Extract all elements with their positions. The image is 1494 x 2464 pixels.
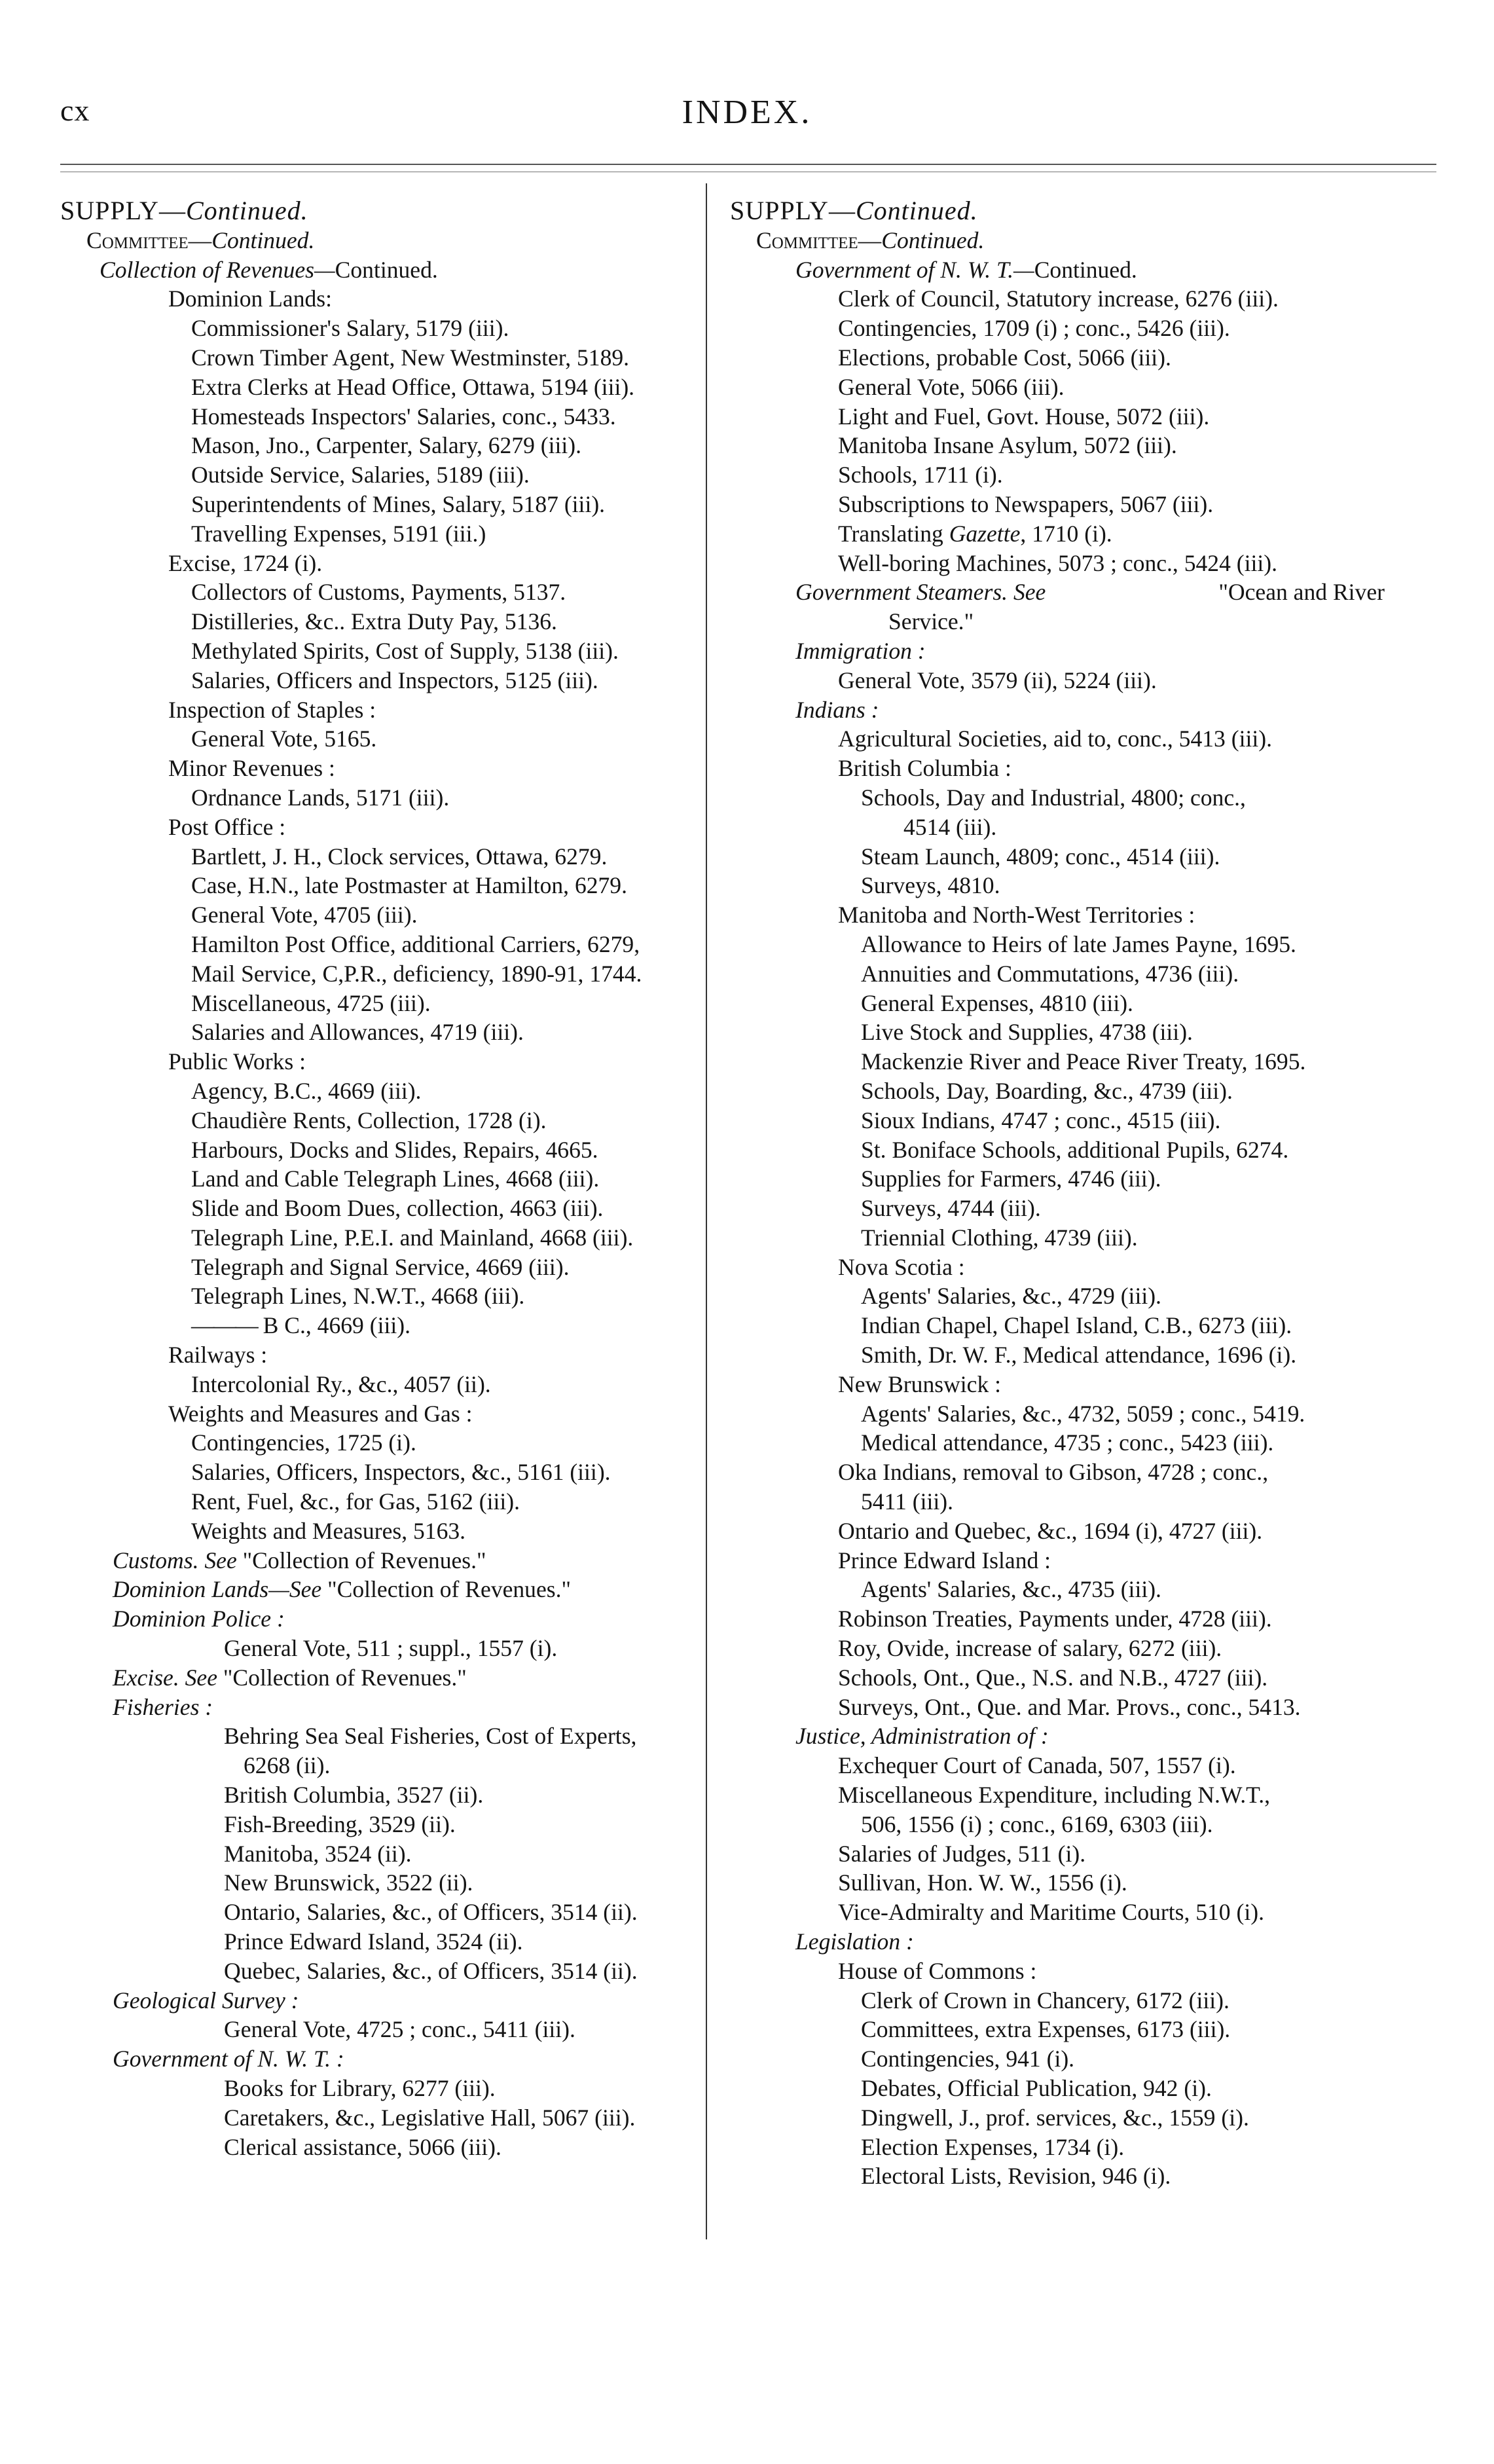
index-entry: General Vote, 4725 ; conc., 5411 (iii).: [224, 2016, 575, 2043]
cross-reference: Dominion Lands—See "Collection of Revenues.": [113, 1576, 572, 1603]
index-entry: Surveys, 4810.: [861, 872, 1000, 899]
group-heading: British Columbia :: [838, 755, 1011, 782]
category-heading: Geological Survey :: [113, 1987, 299, 2013]
category-heading: Justice, Administration of :: [795, 1723, 1049, 1750]
index-entry: Oka Indians, removal to Gibson, 4728 ; conc.,: [838, 1459, 1269, 1486]
group-heading: Dominion Lands:: [168, 285, 333, 312]
index-entry: Dingwell, J., prof. services, &c., 1559 (i).: [861, 2104, 1249, 2131]
index-entry: Harbours, Docks and Slides, Repairs, 4665.: [191, 1136, 598, 1163]
index-entry: Ontario and Quebec, &c., 1694 (i), 4727 (iii).: [838, 1517, 1263, 1544]
index-entry: Schools, Ont., Que., N.S. and N.B., 4727 (iii).: [838, 1664, 1268, 1691]
index-entry: Miscellaneous Expenditure, including N.W.T.,: [838, 1782, 1271, 1809]
index-entry: Salaries and Allowances, 4719 (iii).: [191, 1019, 524, 1046]
index-entry: Collectors of Customs, Payments, 5137.: [191, 579, 566, 606]
index-entry: Contingencies, 1725 (i).: [191, 1429, 416, 1456]
index-entry: Vice-Admiralty and Maritime Courts, 510 (i).: [838, 1899, 1264, 1926]
page-number: cx: [60, 94, 90, 127]
page-title: INDEX.: [682, 94, 812, 131]
index-entry: Caretakers, &c., Legislative Hall, 5067 (iii).: [224, 2104, 636, 2131]
index-entry-continuation: 4514 (iii).: [903, 813, 997, 840]
group-heading: Minor Revenues :: [168, 755, 335, 782]
index-entry: Salaries, Officers and Inspectors, 5125 (iii).: [191, 667, 598, 693]
group-heading: Post Office :: [168, 813, 286, 840]
index-entry: British Columbia, 3527 (ii).: [224, 1782, 484, 1809]
group-heading: Nova Scotia :: [838, 1253, 965, 1280]
index-entry: Chaudière Rents, Collection, 1728 (i).: [191, 1107, 547, 1133]
group-heading: Public Works :: [168, 1048, 306, 1075]
index-entry: Miscellaneous, 4725 (iii).: [191, 989, 431, 1016]
index-entry: Slide and Boom Dues, collection, 4663 (iii).: [191, 1195, 604, 1222]
index-entry: Case, H.N., late Postmaster at Hamilton, 6279.: [191, 872, 627, 899]
index-entry: St. Boniface Schools, additional Pupils, 6274.: [861, 1136, 1289, 1163]
group-heading: New Brunswick :: [838, 1370, 1002, 1397]
index-entry: Debates, Official Publication, 942 (i).: [861, 2075, 1212, 2101]
subsection-heading: Committee—Continued.: [86, 227, 315, 253]
index-entry: Hamilton Post Office, additional Carriers, 6279,: [191, 930, 640, 957]
index-entry: Electoral Lists, Revision, 946 (i).: [861, 2163, 1171, 2190]
index-entry: Clerical assistance, 5066 (iii).: [224, 2133, 501, 2160]
index-entry: Well-boring Machines, 5073 ; conc., 5424 (iii).: [838, 549, 1277, 576]
index-entry: Light and Fuel, Govt. House, 5072 (iii).: [838, 403, 1210, 430]
index-entry: Superintendents of Mines, Salary, 5187 (iii).: [191, 490, 606, 517]
index-entry: Triennial Clothing, 4739 (iii).: [861, 1224, 1138, 1251]
index-entry: Contingencies, 941 (i).: [861, 2046, 1075, 2072]
index-entry-continuation: 506, 1556 (i) ; conc., 6169, 6303 (iii).: [861, 1811, 1213, 1837]
group-heading: House of Commons :: [838, 1957, 1037, 1984]
cross-reference: Government Steamers. See "Ocean and River: [795, 579, 1385, 606]
group-heading: Inspection of Staples :: [168, 696, 376, 723]
index-entry: Supplies for Farmers, 4746 (iii).: [861, 1166, 1161, 1192]
index-entry: Salaries of Judges, 511 (i).: [838, 1840, 1086, 1867]
index-entry: Agency, B.C., 4669 (iii).: [191, 1077, 422, 1104]
group-heading: Railways :: [168, 1342, 268, 1369]
index-entry: Distilleries, &c.. Extra Duty Pay, 5136.: [191, 608, 557, 635]
index-entry: Elections, probable Cost, 5066 (iii).: [838, 344, 1171, 371]
group-heading: Prince Edward Island :: [838, 1547, 1051, 1573]
index-entry: Outside Service, Salaries, 5189 (iii).: [191, 462, 530, 488]
index-entry: Schools, 1711 (i).: [838, 462, 1003, 488]
index-entry: General Vote, 4705 (iii).: [191, 902, 418, 929]
index-entry: General Vote, 3579 (ii), 5224 (iii).: [838, 667, 1157, 693]
index-entry: Agents' Salaries, &c., 4735 (iii).: [861, 1576, 1161, 1603]
index-entry: New Brunswick, 3522 (ii).: [224, 1869, 473, 1896]
index-entry: Committees, extra Expenses, 6173 (iii).: [861, 2016, 1231, 2043]
index-entry: Mail Service, C,P.R., deficiency, 1890-91, 1744.: [191, 960, 642, 987]
index-entry: General Vote, 5066 (iii).: [838, 373, 1065, 400]
index-entry: Prince Edward Island, 3524 (ii).: [224, 1928, 523, 1955]
category-heading: Dominion Police :: [113, 1606, 285, 1632]
group-heading: Excise, 1724 (i).: [168, 549, 323, 576]
index-entry: Telegraph Line, P.E.I. and Mainland, 4668 (iii).: [191, 1224, 634, 1251]
index-entry: ——— B C., 4669 (iii).: [191, 1312, 410, 1339]
section-heading: SUPPLY—Continued.: [730, 196, 978, 225]
index-entry: Quebec, Salaries, &c., of Officers, 3514 (ii).: [224, 1957, 638, 1984]
index-entry-continuation: 6268 (ii).: [244, 1752, 331, 1779]
index-entry: Ordnance Lands, 5171 (iii).: [191, 784, 450, 811]
index-entry: Agricultural Societies, aid to, conc., 5413 (iii).: [838, 726, 1272, 752]
index-entry: Exchequer Court of Canada, 507, 1557 (i).: [838, 1752, 1236, 1779]
index-entry: Roy, Ovide, increase of salary, 6272 (iii).: [838, 1635, 1222, 1662]
index-entry: Sioux Indians, 4747 ; conc., 4515 (iii).: [861, 1107, 1221, 1133]
group-heading: Weights and Measures and Gas :: [168, 1400, 473, 1427]
cross-reference: Customs. See "Collection of Revenues.": [113, 1547, 486, 1573]
subsection-heading: Committee—Continued.: [756, 227, 985, 253]
index-entry: Crown Timber Agent, New Westminster, 5189.: [191, 344, 630, 371]
group-heading: Manitoba and North-West Territories :: [838, 902, 1195, 929]
index-entry: Commissioner's Salary, 5179 (iii).: [191, 315, 509, 342]
index-entry: Steam Launch, 4809; conc., 4514 (iii).: [861, 843, 1220, 870]
index-entry: Manitoba, 3524 (ii).: [224, 1840, 412, 1867]
index-entry: Manitoba Insane Asylum, 5072 (iii).: [838, 432, 1177, 459]
index-entry: Telegraph Lines, N.W.T., 4668 (iii).: [191, 1283, 525, 1310]
index-entry: Mackenzie River and Peace River Treaty, 1695.: [861, 1048, 1306, 1075]
index-entry: Fish-Breeding, 3529 (ii).: [224, 1811, 456, 1837]
index-entry: Schools, Day and Industrial, 4800; conc.,: [861, 784, 1246, 811]
category-heading: Fisheries :: [113, 1693, 213, 1720]
index-entry: Allowance to Heirs of late James Payne, 1695.: [861, 930, 1296, 957]
index-entry: Surveys, Ont., Que. and Mar. Provs., conc., 5413.: [838, 1693, 1301, 1720]
index-entry: Smith, Dr. W. F., Medical attendance, 1696 (i).: [861, 1342, 1297, 1369]
category-heading: Government of N. W. T. :: [113, 2046, 344, 2072]
index-entry: Bartlett, J. H., Clock services, Ottawa, 6279.: [191, 843, 608, 870]
left-column: [60, 196, 702, 2161]
cross-reference-continuation: Service.": [888, 608, 974, 635]
index-entry: Subscriptions to Newspapers, 5067 (iii).: [838, 490, 1214, 517]
index-entry: Schools, Day, Boarding, &c., 4739 (iii).: [861, 1077, 1233, 1104]
index-entry-continuation: 5411 (iii).: [861, 1488, 953, 1515]
index-entry: Robinson Treaties, Payments under, 4728 (iii).: [838, 1606, 1272, 1632]
index-entry: Indian Chapel, Chapel Island, C.B., 6273 (iii).: [861, 1312, 1292, 1339]
index-entry: Mason, Jno., Carpenter, Salary, 6279 (iii).: [191, 432, 582, 459]
ditto-dash: ———: [191, 1312, 257, 1339]
index-entry: Salaries, Officers, Inspectors, &c., 5161 (iii).: [191, 1459, 611, 1486]
index-entry: Sullivan, Hon. W. W., 1556 (i).: [838, 1869, 1127, 1896]
index-entry: Weights and Measures, 5163.: [191, 1517, 466, 1544]
index-entry: Travelling Expenses, 5191 (iii.): [191, 520, 486, 547]
right-column: [730, 196, 1385, 2191]
index-entry: Rent, Fuel, &c., for Gas, 5162 (iii).: [191, 1488, 520, 1515]
index-entry: Clerk of Crown in Chancery, 6172 (iii).: [861, 1987, 1230, 2013]
index-entry: Translating Gazette, 1710 (i).: [838, 520, 1112, 547]
category-heading: Immigration :: [795, 637, 926, 664]
index-entry: General Vote, 5165.: [191, 726, 377, 752]
index-entry: Surveys, 4744 (iii).: [861, 1195, 1041, 1222]
cross-reference: Excise. See "Collection of Revenues.": [113, 1664, 467, 1691]
index-entry: Election Expenses, 1734 (i).: [861, 2133, 1125, 2160]
index-entry: Clerk of Council, Statutory increase, 6276 (iii).: [838, 285, 1279, 312]
category-heading: Indians :: [795, 696, 879, 723]
index-entry: Live Stock and Supplies, 4738 (iii).: [861, 1019, 1193, 1046]
index-entry: Behring Sea Seal Fisheries, Cost of Experts,: [224, 1723, 637, 1750]
index-entry: Agents' Salaries, &c., 4729 (iii).: [861, 1283, 1161, 1310]
index-entry: Contingencies, 1709 (i) ; conc., 5426 (iii).: [838, 315, 1230, 342]
column-divider: [706, 183, 707, 2239]
index-entry: Agents' Salaries, &c., 4732, 5059 ; conc., 5419.: [861, 1400, 1305, 1427]
index-entry: Methylated Spirits, Cost of Supply, 5138 (iii).: [191, 637, 619, 664]
index-entry: Books for Library, 6277 (iii).: [224, 2075, 496, 2101]
category-heading: Legislation :: [795, 1928, 914, 1955]
index-entry: General Expenses, 4810 (iii).: [861, 989, 1133, 1016]
index-entry: Medical attendance, 4735 ; conc., 5423 (iii).: [861, 1429, 1274, 1456]
index-entry: Land and Cable Telegraph Lines, 4668 (iii).: [191, 1166, 600, 1192]
index-entry: Telegraph and Signal Service, 4669 (iii).: [191, 1253, 570, 1280]
section-heading: SUPPLY—Continued.: [60, 196, 308, 225]
index-entry: Homesteads Inspectors' Salaries, conc., 5433.: [191, 403, 616, 430]
category-heading: Government of N. W. T.—Continued.: [795, 256, 1137, 283]
index-entry: Extra Clerks at Head Office, Ottawa, 5194 (iii).: [191, 373, 635, 400]
category-heading: Collection of Revenues—Continued.: [100, 256, 438, 283]
index-entry: Ontario, Salaries, &c., of Officers, 3514 (ii).: [224, 1899, 638, 1926]
index-entry: Intercolonial Ry., &c., 4057 (ii).: [191, 1370, 491, 1397]
index-entry: General Vote, 511 ; suppl., 1557 (i).: [224, 1635, 558, 1662]
header-rule: [60, 164, 1436, 165]
index-entry: Annuities and Commutations, 4736 (iii).: [861, 960, 1239, 987]
